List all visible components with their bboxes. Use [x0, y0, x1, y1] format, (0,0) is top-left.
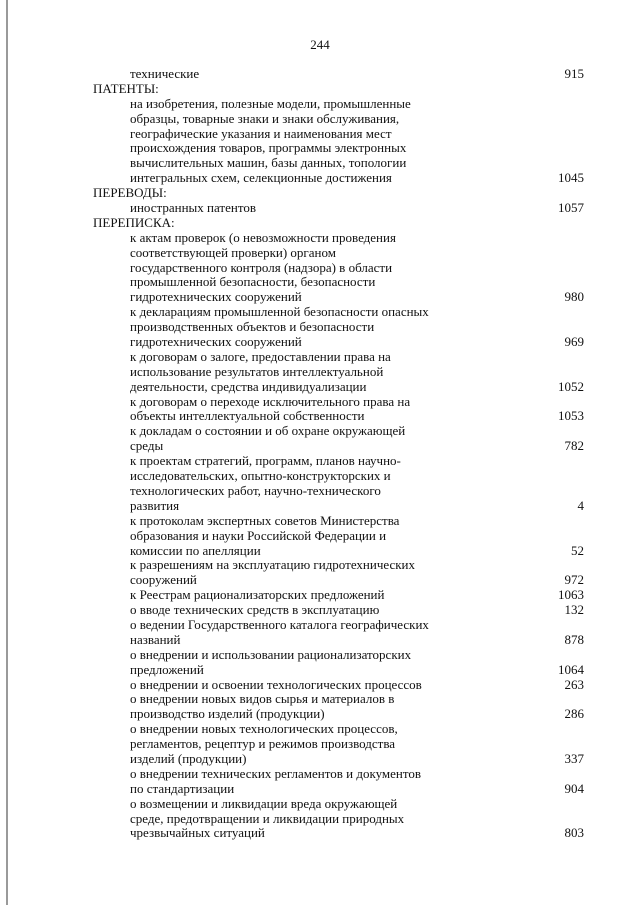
page-reference: 1064	[558, 661, 584, 677]
subject-index	[0, 67, 640, 841]
entry-text: о внедрении и освоении технологических процессов	[130, 676, 422, 692]
index-entry	[0, 439, 640, 454]
entry-text: сооружений	[130, 572, 197, 588]
page-reference: 1057	[558, 200, 584, 216]
index-entry	[0, 529, 640, 544]
page-reference: 52	[571, 542, 584, 558]
entry-text: ПЕРЕВОДЫ:	[93, 185, 167, 201]
entry-text: к протоколам экспертных советов Министерства	[130, 512, 400, 528]
index-entry	[0, 201, 640, 216]
entry-text: регламентов, рецептур и режимов производства	[130, 736, 396, 752]
entry-text: среде, предотвращении и ликвидации природных	[130, 810, 405, 826]
index-entry	[0, 782, 640, 797]
index-entry	[0, 573, 640, 588]
index-entry	[0, 826, 640, 841]
entry-text: гидротехнических сооружений	[130, 289, 302, 305]
index-entry	[0, 603, 640, 618]
page-reference: 980	[564, 289, 584, 305]
index-entry	[0, 797, 640, 812]
entry-text: к проектам стратегий, программ, планов научно-	[130, 453, 401, 469]
index-entry	[0, 246, 640, 261]
entry-text: технические	[130, 66, 200, 81]
index-entry	[0, 618, 640, 633]
index-heading	[0, 82, 640, 97]
page-reference: 132	[564, 602, 584, 618]
index-entry	[0, 633, 640, 648]
entry-text: образования и науки Российской Федерации и	[130, 527, 387, 543]
entry-text: названий	[130, 631, 181, 647]
entry-text: о вводе технических средств в эксплуатацию	[130, 602, 380, 618]
index-entry	[0, 499, 640, 514]
entry-text: интегральных схем, селекционные достижения	[130, 170, 392, 186]
index-entry	[0, 156, 640, 171]
index-entry	[0, 752, 640, 767]
entry-text: вычислительных машин, базы данных, топологии	[130, 155, 407, 171]
entry-text: промышленной безопасности, безопасности	[130, 274, 376, 290]
entry-text: по стандартизации	[130, 780, 235, 796]
entry-text: о ведении Государственного каталога географических	[130, 616, 429, 632]
entry-text: объекты интеллектуальной собственности	[130, 408, 365, 424]
index-entry	[0, 97, 640, 112]
entry-text: географические указания и наименования мест	[130, 125, 392, 141]
entry-text: деятельности, средства индивидуализации	[130, 378, 367, 394]
index-entry	[0, 588, 640, 603]
page-reference: 1053	[558, 408, 584, 424]
entry-text: к договорам о залоге, предоставлении права на	[130, 348, 391, 364]
index-entry	[0, 350, 640, 365]
index-entry	[0, 424, 640, 439]
index-entry	[0, 231, 640, 246]
index-entry	[0, 380, 640, 395]
index-entry	[0, 737, 640, 752]
page-reference: 803	[564, 825, 584, 841]
index-entry	[0, 692, 640, 707]
page-reference: 904	[564, 780, 584, 796]
index-entry	[0, 707, 640, 722]
page-reference: 969	[564, 334, 584, 350]
index-entry	[0, 454, 640, 469]
entry-text: ПАТЕНТЫ:	[93, 80, 159, 96]
page-reference: 286	[564, 706, 584, 722]
index-entry	[0, 171, 640, 186]
index-entry	[0, 409, 640, 424]
entry-text: чрезвычайных ситуаций	[130, 825, 265, 841]
entry-text: изделий (продукции)	[130, 750, 247, 766]
index-entry	[0, 484, 640, 499]
entry-text: государственного контроля (надзора) в области	[130, 259, 393, 275]
entry-text: иностранных патентов	[130, 200, 256, 216]
page-reference: 263	[564, 676, 584, 692]
index-entry	[0, 663, 640, 678]
entry-text: производственных объектов и безопасности	[130, 319, 375, 335]
entry-text: о внедрении новых технологических процессов,	[130, 721, 398, 737]
entry-text: предложений	[130, 661, 204, 677]
entry-text: гидротехнических сооружений	[130, 334, 302, 350]
index-entry	[0, 141, 640, 156]
index-heading	[0, 186, 640, 201]
index-entry	[0, 469, 640, 484]
page-reference: 1045	[558, 170, 584, 186]
entry-text: происхождения товаров, программы электронных	[130, 140, 407, 156]
page-reference: 1052	[558, 378, 584, 394]
index-entry	[0, 261, 640, 276]
entry-text: соответствующей проверки) органом	[130, 244, 336, 260]
entry-text: о внедрении технических регламентов и документов	[130, 765, 422, 781]
page-reference: 972	[564, 572, 584, 588]
index-entry	[0, 558, 640, 573]
index-entry	[0, 112, 640, 127]
index-entry	[0, 67, 640, 82]
entry-text: к разрешениям на эксплуатацию гидротехнических	[130, 557, 416, 573]
index-heading	[0, 216, 640, 231]
entry-text: развития	[130, 497, 180, 513]
index-entry	[0, 514, 640, 529]
entry-text: ПЕРЕПИСКА:	[93, 214, 175, 230]
index-entry	[0, 544, 640, 559]
entry-text: к докладам о состоянии и об охране окружающей	[130, 423, 406, 439]
entry-text: к актам проверок (о невозможности проведения	[130, 229, 396, 245]
page-reference: 915	[564, 66, 584, 81]
entry-text: комиссии по апелляции	[130, 542, 261, 558]
entry-text: к Реестрам рационализаторских предложений	[130, 587, 385, 603]
entry-text: на изобретения, полезные модели, промышленные	[130, 95, 411, 111]
entry-text: образцы, товарные знаки и знаки обслуживания,	[130, 110, 400, 126]
index-entry	[0, 275, 640, 290]
entry-text: о внедрении новых видов сырья и материалов в	[130, 691, 395, 707]
index-entry	[0, 678, 640, 693]
index-entry	[0, 767, 640, 782]
index-entry	[0, 395, 640, 410]
index-entry	[0, 648, 640, 663]
index-entry	[0, 290, 640, 305]
entry-text: технологических работ, научно-технического	[130, 482, 381, 498]
entry-text: среды	[130, 438, 164, 454]
entry-text: производство изделий (продукции)	[130, 706, 325, 722]
index-entry	[0, 812, 640, 827]
index-entry	[0, 320, 640, 335]
index-entry	[0, 365, 640, 380]
page-reference: 878	[564, 631, 584, 647]
entry-text: к декларациям промышленной безопасности опасных	[130, 304, 429, 320]
entry-text: о возмещении и ликвидации вреда окружающей	[130, 795, 398, 811]
entry-text: исследовательских, опытно-конструкторских и	[130, 468, 391, 484]
page-number: 244	[310, 37, 330, 52]
page-reference: 4	[577, 497, 584, 513]
index-entry	[0, 127, 640, 142]
page-reference: 337	[564, 750, 584, 766]
index-entry	[0, 722, 640, 737]
index-entry	[0, 305, 640, 320]
entry-text: о внедрении и использовании рационализаторских	[130, 646, 412, 662]
entry-text: использование результатов интеллектуальной	[130, 363, 384, 379]
page-reference: 1063	[558, 587, 584, 603]
index-entry	[0, 335, 640, 350]
entry-text: к договорам о переходе исключительного права на	[130, 393, 411, 409]
page-reference: 782	[564, 438, 584, 454]
